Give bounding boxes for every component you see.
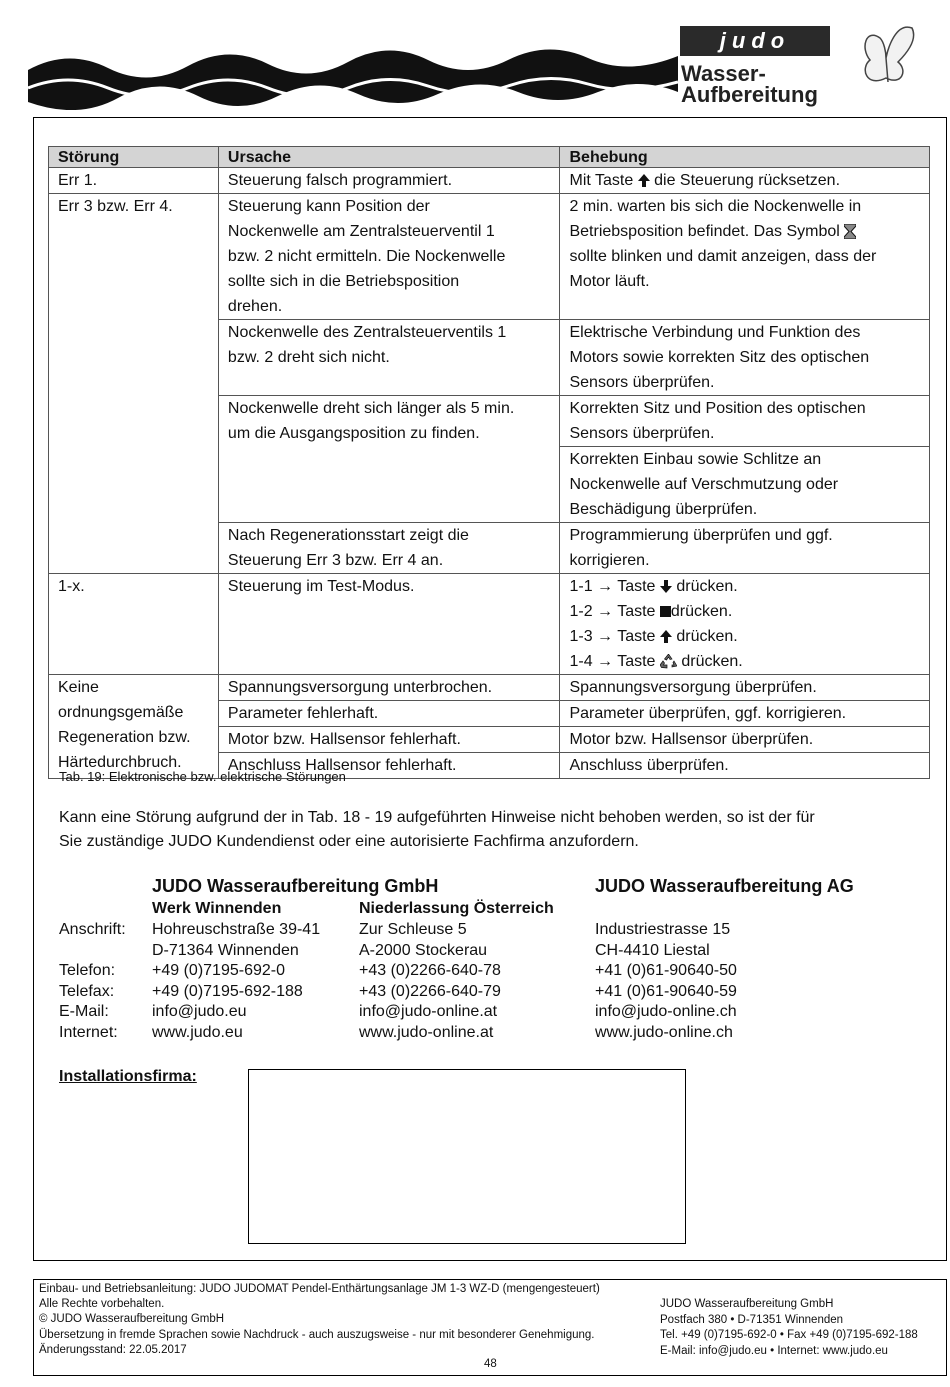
page-footer — [33, 1279, 947, 1376]
footer-line: © JUDO Wasseraufbereitung GmbH — [39, 1313, 225, 1326]
table-row — [49, 320, 930, 396]
footer-line: Änderungsstand: 22.05.2017 — [39, 1343, 187, 1356]
cell-behebung — [560, 447, 930, 523]
label-internet: Internet: — [59, 1023, 118, 1041]
cell-line: Motor läuft. — [569, 273, 650, 290]
company-ch-title: JUDO Wasseraufbereitung AG — [595, 876, 854, 896]
cell-behebung — [560, 168, 930, 194]
cell-line: Regeneration bzw. — [58, 729, 191, 746]
fax: +43 (0)2266-640-79 — [359, 982, 501, 1000]
cell-stoerung: Err 1. — [49, 168, 219, 194]
label-email: E-Mail: — [59, 1003, 109, 1020]
footer-line: Tel. +49 (0)7195-692-0 • Fax +49 (0)7195-692-188 — [660, 1329, 918, 1341]
cell-line: Programmierung überprüfen und ggf. — [569, 527, 833, 544]
footer-line: Postfach 380 • D-71351 Winnenden — [660, 1313, 844, 1326]
cell-stoerung: 1-x. — [49, 574, 219, 675]
paragraph-line: Kann eine Störung aufgrund der in Tab. 18 - 19 aufgeführten Hinweise nicht behoben werden, so ist der für — [59, 809, 815, 826]
address-city: CH-4410 Liestal — [595, 941, 710, 959]
fax: +49 (0)7195-692-188 — [152, 982, 303, 1000]
brand-line-1: Wasser- — [681, 61, 766, 86]
paragraph-line: Sie zuständige JUDO Kundendienst oder eine autorisierte Fachfirma anzufordern. — [59, 833, 639, 850]
cell-line: Nockenwelle des Zentralsteuerventils 1 — [227, 324, 507, 341]
cell-line: Nockenwelle dreht sich länger als 5 min. — [227, 400, 515, 417]
footer-line: Übersetzung in fremde Sprachen sowie Nachdruck - auch auszugsweise - nur mit besonderer Genehmigung. — [39, 1328, 595, 1341]
cell-line: Korrekten Sitz und Position des optischen — [569, 400, 866, 417]
email: info@judo.eu — [152, 1003, 247, 1020]
cell-text: 1-1 → Taste — [569, 578, 656, 595]
cell-text: Betriebsposition befindet. Das Symbol — [569, 223, 840, 240]
cell-text: drücken. — [670, 603, 733, 620]
cell-line: 2 min. warten bis sich die Nockenwelle in — [569, 198, 862, 215]
cell-line — [569, 574, 920, 599]
cell-text: drücken. — [676, 628, 738, 645]
cell-text: 1-3 → Taste — [569, 628, 656, 645]
cell-stoerung-empty — [49, 523, 219, 574]
website: www.judo-online.ch — [595, 1023, 733, 1041]
footer-right — [660, 1297, 918, 1359]
contact-labels — [59, 920, 126, 1043]
cell-stoerung-empty — [49, 396, 219, 447]
cell-line: Steuerung kann Position der — [227, 198, 430, 215]
cell-line — [569, 599, 920, 624]
cell-text: drücken. — [676, 578, 738, 595]
winnenden-contact — [152, 920, 320, 1043]
cell-line: Steuerung Err 3 bzw. Err 4 an. — [227, 552, 444, 569]
arrow-up-icon — [660, 630, 672, 643]
cell-line: Korrekten Einbau sowie Schlitze an — [569, 451, 822, 468]
website: www.judo.eu — [152, 1023, 243, 1041]
phone: +49 (0)7195-692-0 — [152, 962, 285, 979]
cell-line: drehen. — [227, 298, 283, 315]
header-wave-graphic — [28, 30, 678, 110]
brand-line-2: Aufbereitung — [681, 82, 818, 107]
cell-behebung — [560, 396, 930, 447]
cell-stoerung: Err 3 bzw. Err 4. — [49, 194, 219, 320]
footer-line: E-Mail: info@judo.eu • Internet: www.judo.eu — [660, 1344, 888, 1357]
table-row — [49, 675, 930, 701]
cell-text: Mit Taste — [569, 172, 634, 189]
cell-line: Motors sowie korrekten Sitz des optischen — [569, 349, 870, 366]
error-table — [48, 146, 930, 779]
label-spacer — [59, 941, 126, 962]
installer-label: Installationsfirma: — [59, 1068, 197, 1085]
email: info@judo-online.ch — [595, 1003, 737, 1020]
cell-line: Nockenwelle am Zentralsteuerventil 1 — [227, 223, 495, 240]
cell-line: sollte sich in die Betriebsposition — [227, 273, 460, 290]
cell-line: Härtedurchbruch. — [58, 754, 182, 771]
butterfly-logo-icon — [856, 18, 918, 98]
company-de-title: JUDO Wasseraufbereitung GmbH — [152, 876, 439, 896]
header-behebung: Behebung — [560, 147, 930, 168]
footer-line: Einbau- und Betriebsanleitung: JUDO JUDOMAT Pendel-Enthärtungsanlage JM 1-3 WZ-D (mengengesteuert) — [39, 1283, 600, 1295]
address-street: Industriestrasse 15 — [595, 921, 731, 938]
cell-behebung — [560, 523, 930, 574]
address-street: Zur Schleuse 5 — [359, 921, 467, 938]
installer-stamp-box — [248, 1069, 686, 1244]
label-telefax: Telefax: — [59, 982, 115, 1000]
cell-behebung: Motor bzw. Hallsensor überprüfen. — [560, 727, 930, 753]
cell-line: bzw. 2 dreht sich nicht. — [227, 349, 390, 366]
cell-behebung: Anschluss überprüfen. — [560, 753, 930, 779]
cell-text: 1-4 → Taste — [569, 653, 656, 670]
website: www.judo-online.at — [359, 1023, 494, 1041]
cell-behebung — [560, 320, 930, 396]
footer-line: JUDO Wasseraufbereitung GmbH — [660, 1298, 834, 1310]
cell-text: die Steuerung rücksetzen. — [654, 172, 841, 189]
arrow-up-icon — [638, 174, 650, 187]
cell-line: Nockenwelle auf Verschmutzung oder — [569, 476, 839, 493]
address-city: D-71364 Winnenden — [152, 941, 299, 959]
cell-line: ordnungsgemäße — [58, 704, 184, 721]
address-city: A-2000 Stockerau — [359, 941, 488, 959]
table-row — [49, 396, 930, 447]
cell-line: Keine — [58, 679, 99, 696]
cell-text: drücken. — [681, 653, 743, 670]
fax: +41 (0)61-90640-59 — [595, 982, 737, 1000]
cell-line: Elektrische Verbindung und Funktion des — [569, 324, 861, 341]
cell-line: Beschädigung überprüfen. — [569, 501, 758, 518]
stop-square-icon — [660, 606, 671, 617]
winnenden-title: Werk Winnenden — [152, 900, 282, 917]
cell-ursache — [218, 320, 560, 396]
cell-line — [569, 649, 920, 674]
recycle-icon — [660, 654, 677, 670]
table-header-row — [49, 147, 930, 168]
cell-line: um die Ausgangsposition zu finden. — [227, 425, 480, 442]
table-row — [49, 194, 930, 320]
address-street: Hohreuschstraße 39-41 — [152, 921, 321, 938]
judo-logo-text: judo — [719, 28, 791, 53]
cell-ursache: Anschluss Hallsensor fehlerhaft. — [218, 753, 560, 779]
cell-line: Sensors überprüfen. — [569, 374, 715, 391]
cell-ursache: Motor bzw. Hallsensor fehlerhaft. — [218, 727, 560, 753]
cell-stoerung-empty — [49, 447, 219, 523]
cell-line: Sensors überprüfen. — [569, 425, 715, 442]
phone: +43 (0)2266-640-78 — [359, 962, 501, 979]
table-row — [49, 523, 930, 574]
arrow-down-icon — [660, 580, 672, 593]
cell-line — [569, 624, 920, 649]
cell-line — [569, 219, 920, 244]
header-ursache: Ursache — [218, 147, 560, 168]
swiss-contact — [595, 920, 737, 1043]
cell-ursache — [218, 194, 560, 320]
cell-line: bzw. 2 nicht ermitteln. Die Nockenwelle — [227, 248, 506, 265]
cell-ursache: Spannungsversorgung unterbrochen. — [218, 675, 560, 701]
table-row — [49, 168, 930, 194]
label-telefon: Telefon: — [59, 962, 116, 979]
cell-line: Nach Regenerationsstart zeigt die — [227, 527, 469, 544]
footer-left — [39, 1282, 600, 1358]
cell-text: 1-2 → Taste — [569, 603, 656, 620]
cell-line: sollte blinken und damit anzeigen, dass der — [569, 248, 877, 265]
cell-behebung — [560, 574, 930, 675]
cell-ursache — [218, 523, 560, 574]
cell-ursache: Parameter fehlerhaft. — [218, 701, 560, 727]
table-row — [49, 574, 930, 675]
cell-behebung: Spannungsversorgung überprüfen. — [560, 675, 930, 701]
table-caption: Tab. 19: Elektronische bzw. elektrische Störungen — [59, 769, 346, 784]
info-paragraph — [59, 806, 929, 854]
header-stoerung: Störung — [49, 147, 219, 168]
cell-stoerung-empty — [49, 320, 219, 396]
hourglass-icon — [844, 224, 856, 239]
page-number: 48 — [484, 1358, 497, 1370]
austria-contact — [359, 920, 501, 1043]
email: info@judo-online.at — [359, 1003, 498, 1020]
cell-ursache: Steuerung falsch programmiert. — [218, 168, 560, 194]
cell-behebung: Parameter überprüfen, ggf. korrigieren. — [560, 701, 930, 727]
brand-title — [681, 63, 851, 105]
cell-behebung — [560, 194, 930, 320]
label-anschrift: Anschrift: — [59, 921, 126, 938]
cell-line: korrigieren. — [569, 552, 650, 569]
cell-ursache: Steuerung im Test-Modus. — [218, 574, 560, 675]
footer-line: Alle Rechte vorbehalten. — [39, 1298, 165, 1311]
cell-stoerung — [49, 675, 219, 779]
austria-title: Niederlassung Österreich — [359, 900, 554, 917]
cell-ursache — [218, 396, 560, 523]
phone: +41 (0)61-90640-50 — [595, 962, 737, 979]
